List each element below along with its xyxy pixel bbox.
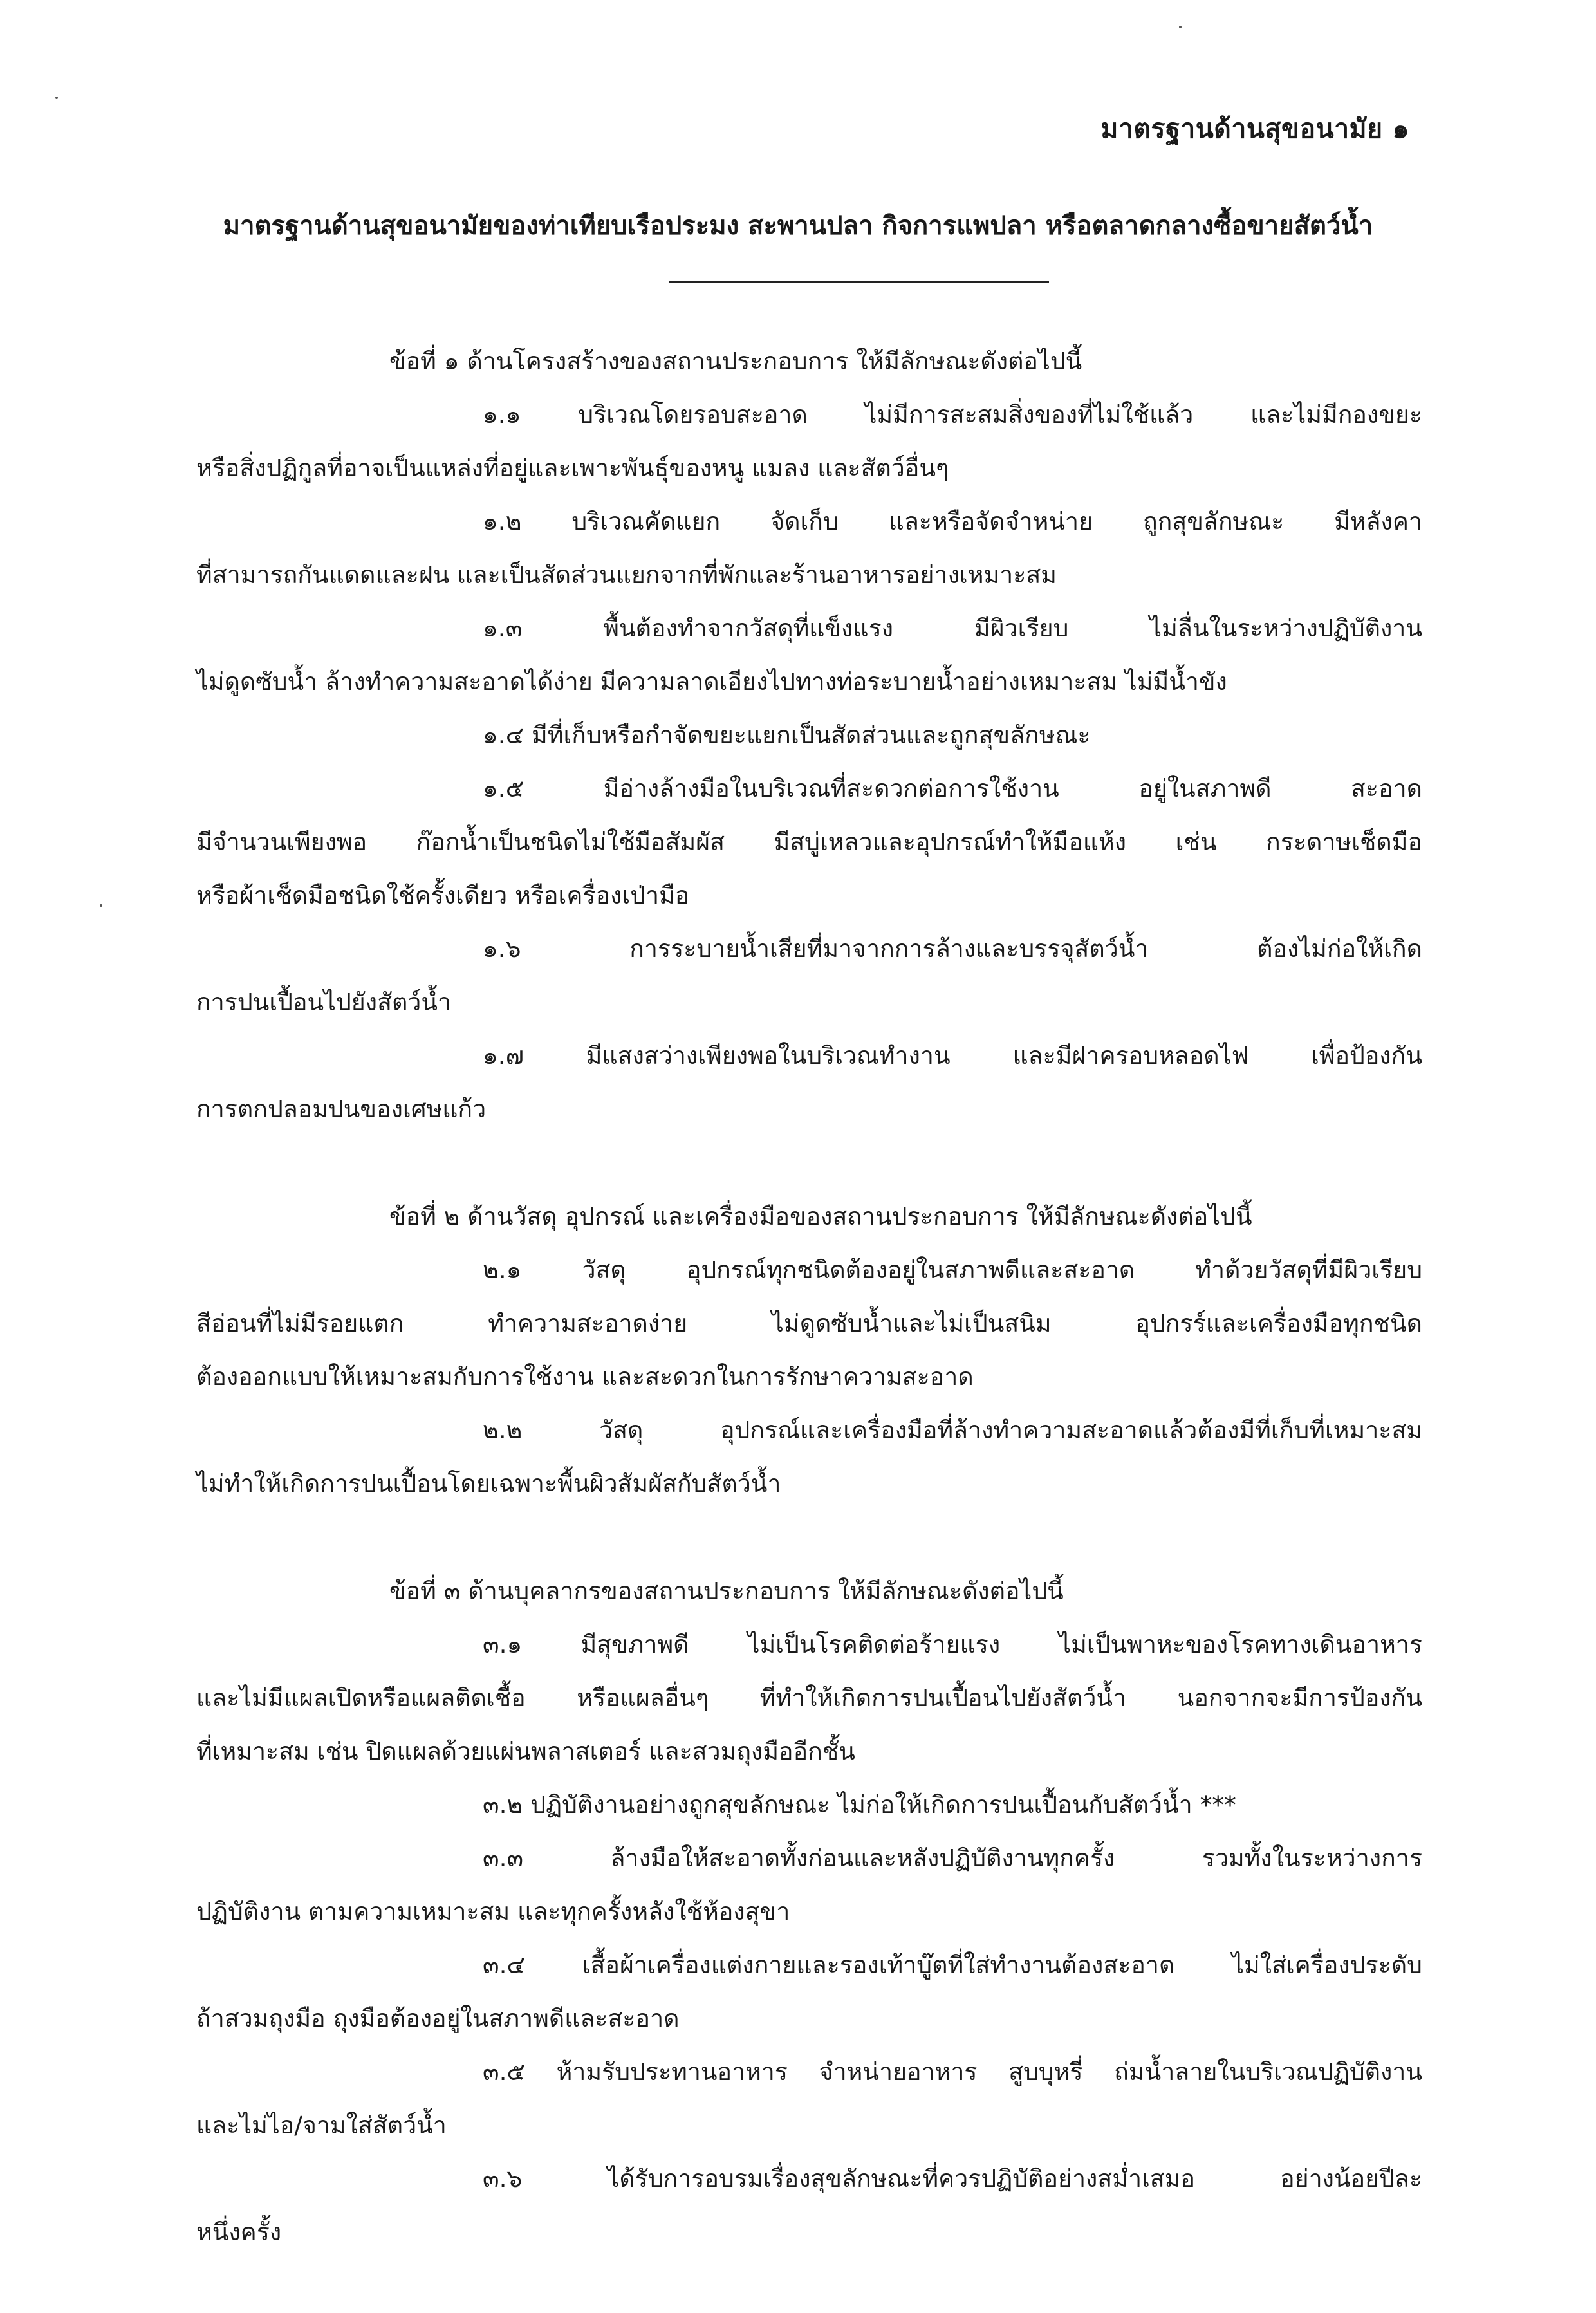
section-heading: ข้อที่ ๒ ด้านวัสดุ อุปกรณ์ และเครื่องมือของสถานประกอบการ ให้มีลักษณะดังต่อไปนี้ <box>389 1202 1252 1231</box>
section-heading: ข้อที่ ๓ ด้านบุคลากรของสถานประกอบการ ให้มีลักษณะดังต่อไปนี้ <box>389 1577 1064 1605</box>
clause-first-line: ๒.๑ วัสดุ อุปกรณ์ทุกชนิดต้องอยู่ในสภาพดีและสะอาด ทำด้วยวัสดุที่มีผิวเรียบ <box>483 1256 1422 1284</box>
clause-first-line: ๑.๔ มีที่เก็บหรือกำจัดขยะแยกเป็นสัดส่วนและถูกสุขลักษณะ <box>483 721 1091 749</box>
clause-first-line: ๒.๒ วัสดุ อุปกรณ์และเครื่องมือที่ล้างทำความสะอาดแล้วต้องมีที่เก็บที่เหมาะสม <box>483 1416 1422 1444</box>
clause-first-line: ๓.๒ ปฏิบัติงานอย่างถูกสุขลักษณะ ไม่ก่อให้เกิดการปนเปื้อนกับสัตว์น้ำ *** <box>483 1790 1236 1819</box>
document-title: มาตรฐานด้านสุขอนามัยของท่าเทียบเรือประมง สะพานปลา กิจการแพปลา หรือตลาดกลางซื้อขายสัตว์น้ำ <box>223 211 1373 241</box>
clause-continuation-line: ไม่ทำให้เกิดการปนเปื้อนโดยเฉพาะพื้นผิวสัมผัสกับสัตว์น้ำ <box>196 1469 781 1498</box>
standard-label: มาตรฐานด้านสุขอนามัย ๑ <box>1100 113 1409 144</box>
scan-speck <box>55 97 58 99</box>
clause-continuation-line: ปฏิบัติงาน ตามความเหมาะสม และทุกครั้งหลังใช้ห้องสุขา <box>196 1897 790 1926</box>
clause-first-line: ๑.๑ บริเวณโดยรอบสะอาด ไม่มีการสะสมสิ่งของที่ไม่ใช้แล้ว และไม่มีกองขยะ <box>483 400 1422 429</box>
clause-item <box>196 1832 1422 1938</box>
clause-item <box>196 388 1422 495</box>
clause-continuation-line: สีอ่อนที่ไม่มีรอยแตก ทำความสะอาดง่าย ไม่ดูดซับน้ำและไม่เป็นสนิม อุปกรร์และเครื่องมือทุกชนิด <box>196 1309 1422 1337</box>
clause-first-line: ๑.๕ มีอ่างล้างมือในบริเวณที่สะดวกต่อการใช้งาน อยู่ในสภาพดี สะอาด <box>483 774 1422 803</box>
clause-continuation-line: หรือสิ่งปฏิกูลที่อาจเป็นแหล่งที่อยู่และเพาะพันธุ์ของหนู แมลง และสัตว์อื่นๆ <box>196 454 949 482</box>
clause-item <box>196 1404 1422 1510</box>
clause-continuation-line: และไม่ไอ/จามใส่สัตว์น้ำ <box>196 2111 447 2139</box>
clause-continuation-line: การปนเปื้อนไปยังสัตว์น้ำ <box>196 988 452 1016</box>
clause-continuation-line: ต้องออกแบบให้เหมาะสมกับการใช้งาน และสะดวกในการรักษาความสะอาด <box>196 1362 974 1391</box>
scan-speck <box>100 904 102 907</box>
clause-item <box>196 1029 1422 1136</box>
clause-continuation-line: มีจำนวนเพียงพอ ก๊อกน้ำเป็นชนิดไม่ใช้มือสัมผัส มีสบู่เหลวและอุปกรณ์ทำให้มือแห้ง เช่น กระดาษเช็ดมือ <box>196 828 1422 856</box>
clause-continuation-line: หนึ่งครั้ง <box>196 2218 282 2246</box>
clause-item <box>196 1938 1422 2045</box>
clause-continuation-line: ที่สามารถกันแดดและฝน และเป็นสัดส่วนแยกจากที่พักและร้านอาหารอย่างเหมาะสม <box>196 561 1057 589</box>
section-3 <box>196 1565 1422 2259</box>
clause-continuation-line: หรือผ้าเช็ดมือชนิดใช้ครั้งเดียว หรือเครื่องเป่ามือ <box>196 881 690 909</box>
clause-first-line: ๓.๔ เสื้อผ้าเครื่องแต่งกายและรองเท้าบู๊ตที่ใส่ทำงานต้องสะอาด ไม่ใส่เครื่องประดับ <box>483 1951 1422 1979</box>
clause-continuation-line: และไม่มีแผลเปิดหรือแผลติดเชื้อ หรือแผลอื่นๆ ที่ทำให้เกิดการปนเปื้อนไปยังสัตว์น้ำ นอกจากจะมีการป้องกัน <box>196 1684 1422 1712</box>
clause-first-line: ๑.๒ บริเวณคัดแยก จัดเก็บ และหรือจัดจำหน่าย ถูกสุขลักษณะ มีหลังคา <box>483 507 1422 535</box>
clause-continuation-line: ถ้าสวมถุงมือ ถุงมือต้องอยู่ในสภาพดีและสะอาด <box>196 2004 680 2032</box>
document-body <box>196 335 1422 2313</box>
clause-first-line: ๓.๖ ได้รับการอบรมเรื่องสุขลักษณะที่ควรปฏิบัติอย่างสม่ำเสมอ อย่างน้อยปีละ <box>483 2164 1422 2193</box>
clause-first-line: ๑.๓ พื้นต้องทำจากวัสดุที่แข็งแรง มีผิวเรียบ ไม่ลื่นในระหว่างปฏิบัติงาน <box>483 614 1422 642</box>
clause-first-line: ๓.๓ ล้างมือให้สะอาดทั้งก่อนและหลังปฏิบัติงานทุกครั้ง รวมทั้งในระหว่างการ <box>483 1844 1422 1872</box>
section-1 <box>196 335 1422 1136</box>
clause-continuation-line: ที่เหมาะสม เช่น ปิดแผลด้วยแผ่นพลาสเตอร์ และสวมถุงมืออีกชั้น <box>196 1737 855 1765</box>
clause-item <box>196 762 1422 922</box>
clause-item <box>196 1618 1422 1778</box>
clause-first-line: ๓.๕ ห้ามรับประทานอาหาร จำหน่ายอาหาร สูบบุหรี่ ถ่มน้ำลายในบริเวณปฏิบัติงาน <box>483 2058 1422 2086</box>
title-underline <box>669 281 1049 283</box>
section-heading: ข้อที่ ๑ ด้านโครงสร้างของสถานประกอบการ ให้มีลักษณะดังต่อไปนี้ <box>389 347 1082 375</box>
section-2 <box>196 1190 1422 1510</box>
clause-item <box>196 2152 1422 2259</box>
clause-continuation-line: การตกปลอมปนของเศษแก้ว <box>196 1095 487 1123</box>
clause-item <box>196 2045 1422 2152</box>
clause-item <box>196 922 1422 1029</box>
clause-item <box>196 1243 1422 1404</box>
clause-first-line: ๓.๑ มีสุขภาพดี ไม่เป็นโรคติดต่อร้ายแรง ไม่เป็นพาหะของโรคทางเดินอาหาร <box>483 1630 1422 1658</box>
scan-speck <box>1179 26 1182 28</box>
clause-continuation-line: ไม่ดูดซับน้ำ ล้างทำความสะอาดได้ง่าย มีความลาดเอียงไปทางท่อระบายน้ำอย่างเหมาะสม ไม่มีน้ำขัง <box>196 667 1227 696</box>
clause-item <box>196 1778 1422 1832</box>
clause-item <box>196 602 1422 709</box>
clause-item <box>196 709 1422 762</box>
clause-item <box>196 495 1422 602</box>
clause-first-line: ๑.๗ มีแสงสว่างเพียงพอในบริเวณทำงาน และมีฝาครอบหลอดไฟ เพื่อป้องกัน <box>483 1041 1422 1070</box>
clause-first-line: ๑.๖ การระบายน้ำเสียที่มาจากการล้างและบรรจุสัตว์น้ำ ต้องไม่ก่อให้เกิด <box>483 934 1422 963</box>
